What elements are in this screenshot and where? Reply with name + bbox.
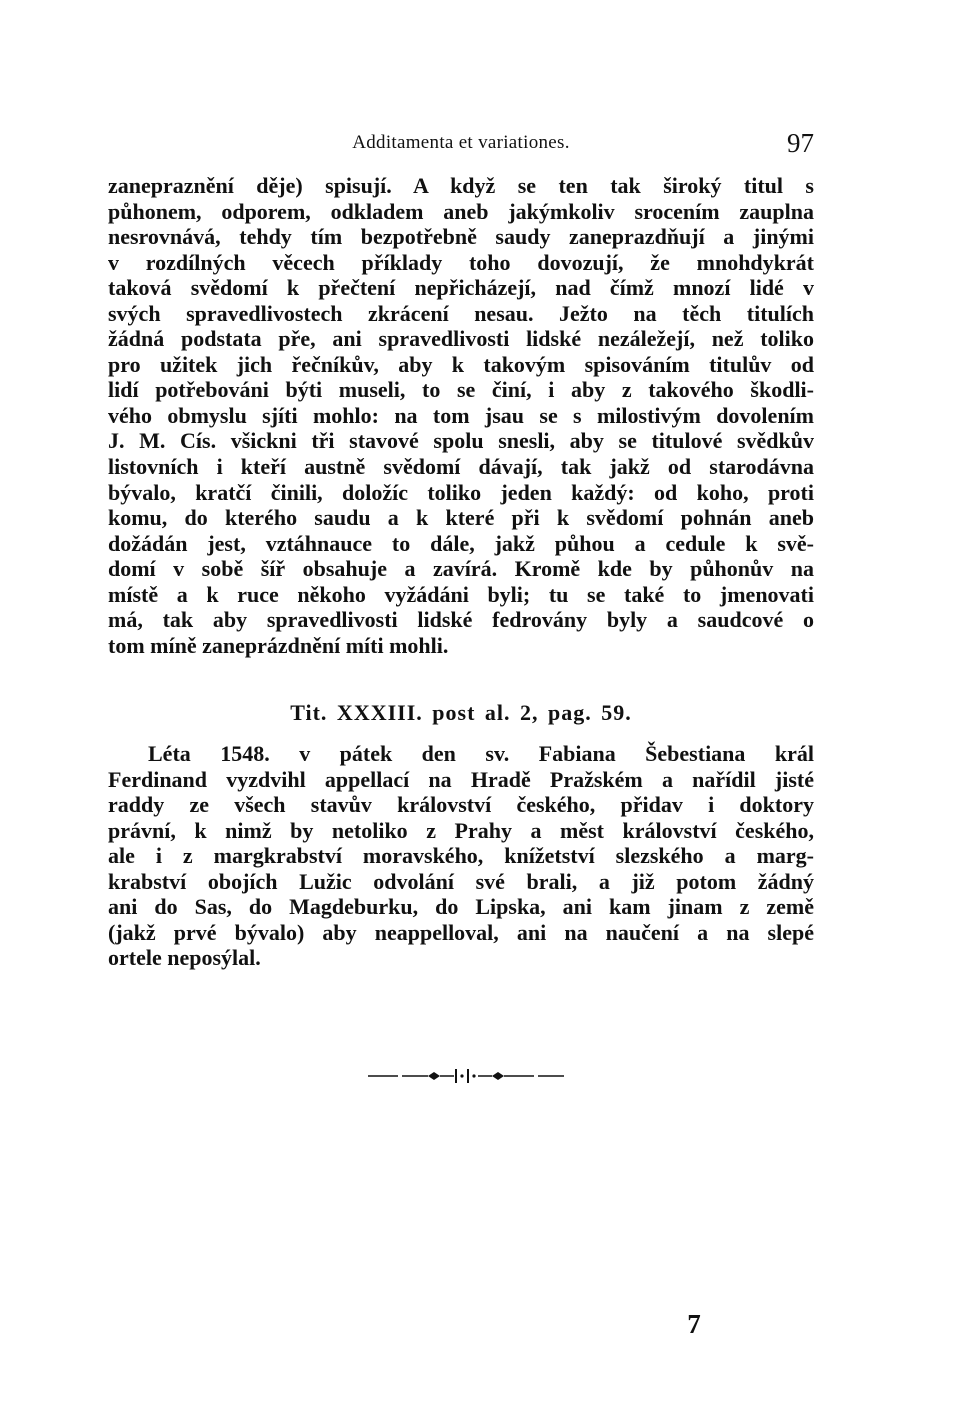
text-line: taková svědomí k přečtení nepřicházejí, nad čímž mnozí lidé v bbox=[108, 275, 814, 301]
text-line: domí v sobě šíř obsahuje a zavírá. Kromě kde by půhonův na bbox=[108, 556, 814, 582]
text-line: Ferdinand vyzdvihl appellací na Hradě Pražském a nařídil jisté bbox=[108, 766, 814, 792]
text-line: dožádán jest, vztáhnauce to dále, jakž půhou a cedule k svě- bbox=[108, 530, 814, 556]
text-line: zanepraznění děje) spisují. A když se ten tak široký titul s bbox=[108, 173, 814, 198]
decorative-rule-icon bbox=[368, 1064, 564, 1088]
text-line: listovních i kteří austně svědomí dávají, tak jakž od starodávna bbox=[108, 454, 814, 480]
signature-mark: 7 bbox=[687, 1309, 701, 1339]
text-line: nesrovnává, tehdy tím bezpotřebně saudy zaneprazdňují a jinými bbox=[108, 224, 814, 250]
text-line: v rozdílných věcech příklady toho dovozují, že mnohdykrát bbox=[108, 249, 814, 275]
text-line: má, tak aby spravedlivosti lidské fedrovány byly a saudcové o bbox=[108, 607, 814, 633]
text-line: místě a k ruce někoho vyžádáni byli; tu se také to jmenovati bbox=[108, 581, 814, 607]
text-line: právní, k nimž by netoliko z Prahy a měst království českého, bbox=[108, 817, 814, 843]
running-title: Additamenta et variationes. bbox=[352, 132, 570, 153]
text-line: půhonem, odporem, odkladem aneb jakýmkoliv srocením zauplna bbox=[108, 198, 814, 224]
paragraph-1 bbox=[108, 173, 814, 658]
text-line: žádná podstata pře, ani spravedlivosti lidské nezáležejí, než toliko bbox=[108, 326, 814, 352]
text-line: Léta 1548. v pátek den sv. Fabiana Šebestiana král bbox=[148, 741, 814, 766]
text-line: (jakž prvé bývalo) aby neappelloval, ani na naučení a na slepé bbox=[108, 919, 814, 945]
text-line: raddy ze všech stavův království českého, přidav i doktory bbox=[108, 792, 814, 818]
paragraph-2 bbox=[108, 741, 814, 971]
section-heading: Tit. XXXIII. post al. 2, pag. 59. bbox=[290, 700, 632, 725]
text-line: pro užitek jich řečníkův, aby k takovým spisováním titulův od bbox=[108, 351, 814, 377]
text-line: ortele neposýlal. bbox=[108, 945, 261, 971]
text-line: lidí potřebováni býti museli, to se činí, i aby z takového škodli- bbox=[108, 377, 814, 403]
text-line: J. M. Cís. všickni tři stavové spolu snesli, aby se titulové svědkův bbox=[108, 428, 814, 454]
running-head bbox=[108, 128, 814, 164]
text-line: vého obmyslu sjíti mohlo: na tom jsau se s milostivým dovolením bbox=[108, 402, 814, 428]
text-line: ani do Sas, do Magdeburku, do Lipska, ani kam jinam z země bbox=[108, 894, 814, 920]
page-number: 97 bbox=[787, 128, 814, 158]
text-line: bývalo, kratčí činili, doložíc toliko jeden každý: od koho, proti bbox=[108, 479, 814, 505]
text-line: ale i z margkrabství moravského, knížetství slezského a marg- bbox=[108, 843, 814, 869]
text-line: svých spravedlivostech zkrácení nesau. Ježto na těch titulích bbox=[108, 300, 814, 326]
text-line: tom míně zaneprázdnění míti mohli. bbox=[108, 632, 449, 658]
text-line: komu, do kterého saudu a k které při k svědomí pohnán aneb bbox=[108, 505, 814, 531]
text-line: krabství obojích Lužic odvolání své brali, a již potom žádný bbox=[108, 868, 814, 894]
